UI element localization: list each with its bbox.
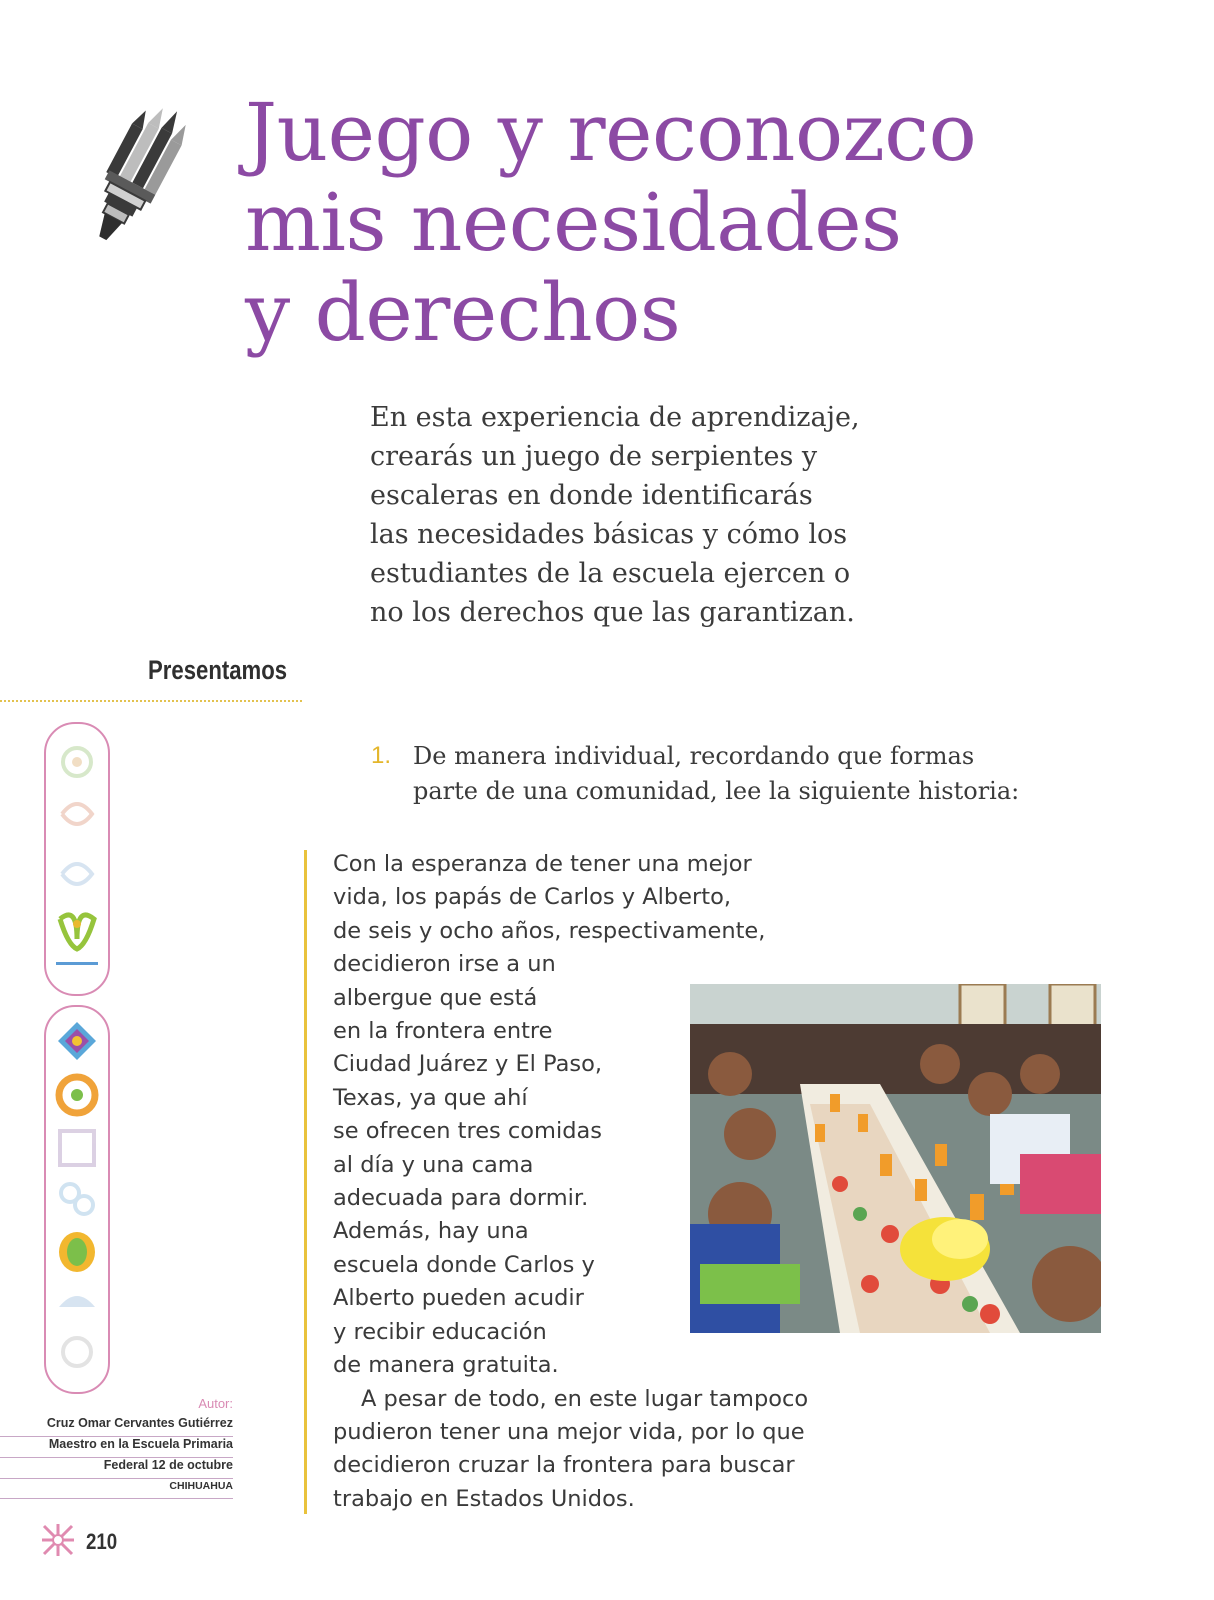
story-line: al día y una cama (333, 1151, 534, 1178)
intro-line: escaleras en donde identificarás (370, 480, 813, 511)
intro-line: las necesidades básicas y cómo los (370, 519, 848, 550)
story-line: Además, hay una (333, 1218, 529, 1245)
story-line: pudieron tener una mejor vida, por lo que (333, 1418, 805, 1445)
eje-articulador-icons (44, 1005, 110, 1394)
story-line: y recibir educación (333, 1318, 547, 1345)
story-line: decidieron irse a un (333, 951, 556, 978)
story-line: de seis y ocho años, respectivamente, (333, 917, 766, 944)
story-line: Con la esperanza de tener una mejor (333, 851, 752, 877)
step-line: De manera individual, recordando que formas (413, 742, 975, 770)
intro-line: no los derechos que las garantizan. (370, 597, 855, 628)
step-line: parte de una comunidad, lee la siguiente historia: (413, 777, 1020, 805)
page-ornament-icon (40, 1522, 76, 1558)
author-school: Federal 12 de octubre (0, 1458, 233, 1479)
story-line: decidieron cruzar la frontera para buscar (333, 1452, 795, 1479)
story-line: se ofrecen tres comidas (333, 1118, 603, 1145)
torch-icon (70, 92, 205, 252)
story-line: adecuada para dormir. (333, 1185, 589, 1212)
page-title (245, 88, 1145, 358)
story-line: albergue que está (333, 984, 538, 1011)
author-role: Maestro en la Escuela Primaria (0, 1437, 233, 1458)
story-line: de manera gratuita. (333, 1352, 559, 1379)
author-label: Autor: (198, 1396, 233, 1411)
title-line: y derechos (245, 266, 681, 359)
campo-formativo-icons (44, 722, 110, 996)
intro-line: crearás un juego de serpientes y (370, 441, 818, 472)
eje-articulador-icon-set (46, 1007, 108, 1392)
campo-formativo-icon-set (46, 724, 108, 994)
shelter-dining-photo (690, 984, 1101, 1333)
intro-paragraph (370, 398, 910, 632)
story-accent-bar (304, 850, 307, 1514)
story-line: Texas, ya que ahí (333, 1084, 528, 1111)
section-heading: Presentamos (148, 655, 288, 685)
story-line: vida, los papás de Carlos y Alberto, (333, 884, 731, 911)
story-line: trabajo en Estados Unidos. (333, 1485, 635, 1512)
step-number: 1. (371, 742, 392, 769)
section-divider (0, 700, 302, 702)
story-line: Ciudad Juárez y El Paso, (333, 1051, 603, 1078)
step-instruction (413, 739, 1073, 809)
story-line: escuela donde Carlos y (333, 1251, 595, 1278)
title-line: mis necesidades (245, 176, 902, 269)
story-line: A pesar de todo, en este lugar tampoco (361, 1385, 809, 1412)
author-name: Cruz Omar Cervantes Gutiérrez (0, 1416, 233, 1437)
page-number: 210 (86, 1529, 118, 1554)
intro-line: En esta experiencia de aprendizaje, (370, 402, 860, 433)
story-line: Alberto pueden acudir (333, 1285, 584, 1312)
intro-line: estudiantes de la escuela ejercen o (370, 558, 851, 589)
title-line: Juego y reconozco (245, 86, 977, 179)
author-state: CHIHUAHUA (0, 1480, 233, 1499)
story-line: en la frontera entre (333, 1018, 553, 1045)
